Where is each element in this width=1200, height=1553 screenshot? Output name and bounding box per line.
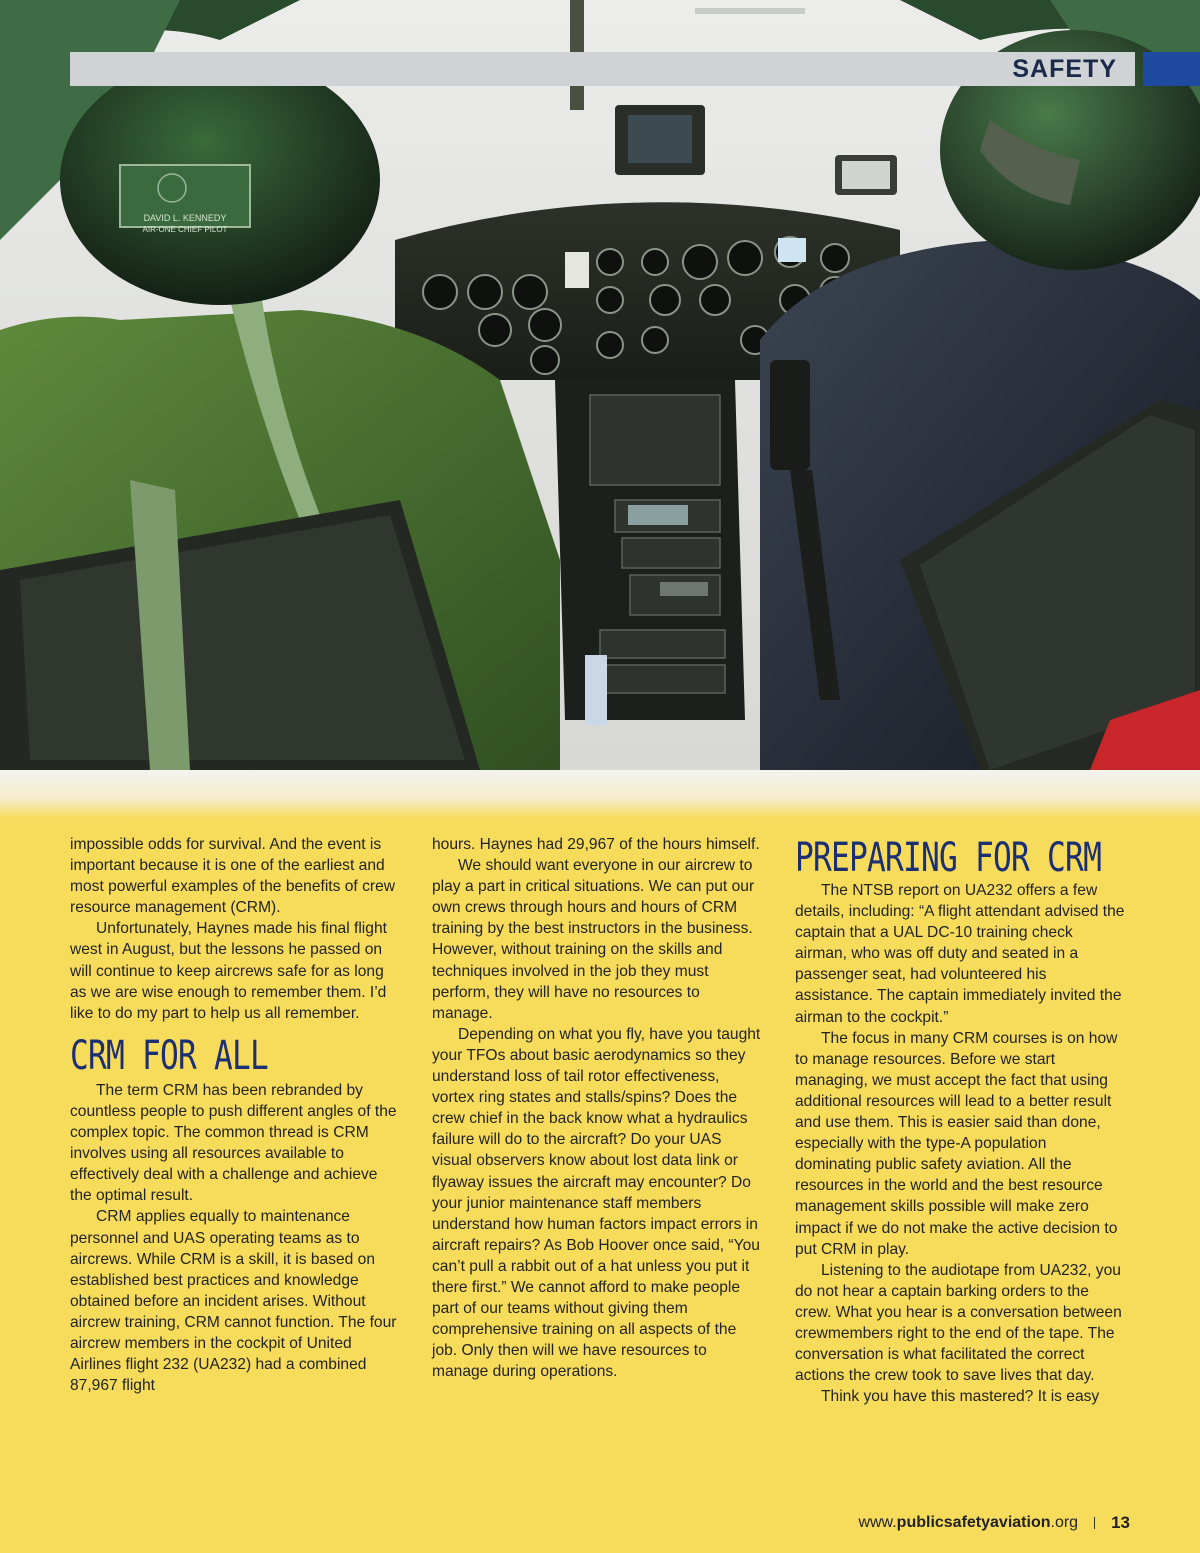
section-header-bar [70, 52, 1135, 86]
section-label: SAFETY [1012, 55, 1117, 83]
text-column-1 [70, 834, 400, 1396]
paragraph: Think you have this mastered? It is easy [821, 1388, 1100, 1406]
paragraph: hours. Haynes had 29,967 of the hours himself. [432, 836, 760, 853]
paragraph: Listening to the audiotape from UA232, you do not hear a captain barking orders to the crew. What you hear is a conversation between crewmembers right to the end of the tape. The conversation is what facilitated the correct actions the crew took to save lives that day. [795, 1261, 1122, 1385]
url-suffix: .org [1050, 1514, 1079, 1531]
page-footer [858, 1513, 1130, 1533]
paragraph: The term CRM has been rebranded by countless people to push different angles of the complex topic. The common thread is CRM involves using all resources available to effectively deal with a challenge and achieve the optimal result. [70, 1081, 397, 1205]
cockpit-photo [0, 0, 1200, 770]
footer-divider [1094, 1517, 1095, 1529]
url-domain: publicsafetyaviation [896, 1514, 1051, 1531]
paragraph: The NTSB report on UA232 offers a few details, including: “A flight attendant advised the captain that a UAL DC-10 training check airman, who was off duty and seated in a passenger seat, had volunteered his assistance. The captain immediately invited the airman to the cockpit.” [795, 882, 1125, 1026]
photo-fade [0, 770, 1200, 818]
page-number: 13 [1111, 1513, 1130, 1532]
cockpit-illustration [0, 0, 1200, 770]
paragraph: Unfortunately, Haynes made his final flight west in August, but the lessons he passed on will continue to keep aircrews safe for as long as we are wise enough to remember them. I’d like to do my part to help us all remember. [70, 920, 387, 1022]
paragraph: The focus in many CRM courses is on how to manage resources. Before we start managing, we must accept the fact that using additional resources will lead to a better result and use them. This is easier said than done, especially with the type-A population dominating public safety aviation. All the resources in the world and the best resource management skills possible will make zero impact if we do not make the active decision to put CRM in play. [795, 1029, 1118, 1258]
paragraph: CRM applies equally to maintenance personnel and UAS operating teams as to aircrews. While CRM is a skill, it is based on established best practices and knowledge obtained before an incident arises. Without aircrew training, CRM cannot function. The four aircrew members in the cockpit of United Airlines flight 232 (UA232) had a combined 87,967 flight [70, 1208, 397, 1395]
section-heading-preparing-for-crm: PREPARING FOR CRM [795, 835, 1102, 881]
text-column-3 [795, 836, 1125, 1407]
text-column-2 [432, 834, 762, 1382]
section-heading-crm-for-all: CRM FOR ALL [70, 1032, 269, 1079]
url-prefix: www. [858, 1514, 897, 1531]
paragraph: We should want everyone in our aircrew to play a part in critical situations. We can put our own crews through hours and hours of CRM training by the best instructors in the business. However, without training on the skills and techniques involved in the job they must perform, they will have no resources to manage. [432, 857, 755, 1022]
paragraph: impossible odds for survival. And the event is important because it is one of the earliest and most powerful examples of the benefits of crew resource management (CRM). [70, 836, 396, 917]
paragraph: Depending on what you fly, have you taught your TFOs about basic aerodynamics so they understand loss of tail rotor effectiveness, vortex ring states and stalls/spins? Does the crew chief in the back know what a hydraulics failure will do to the aircraft? Do your UAS visual observers know about lost data link or flyaway issues the aircraft may encounter? Do your junior maintenance staff members understand how human factors impact errors in aircraft repairs? As Bob Hoover once said, “You can’t pull a rabbit out of a hat unless you put it there first.” We cannot afford to make people part of our teams without giving them comprehensive training on all aspects of the job. Only then will we have resources to manage during operations. [432, 1025, 761, 1381]
pilot-title-patch: AIR-ONE CHIEF PILOT [142, 225, 228, 234]
pilot-name-patch: DAVID L. KENNEDY [143, 213, 227, 223]
section-color-tab [1143, 52, 1200, 86]
website-url[interactable] [858, 1514, 1078, 1532]
